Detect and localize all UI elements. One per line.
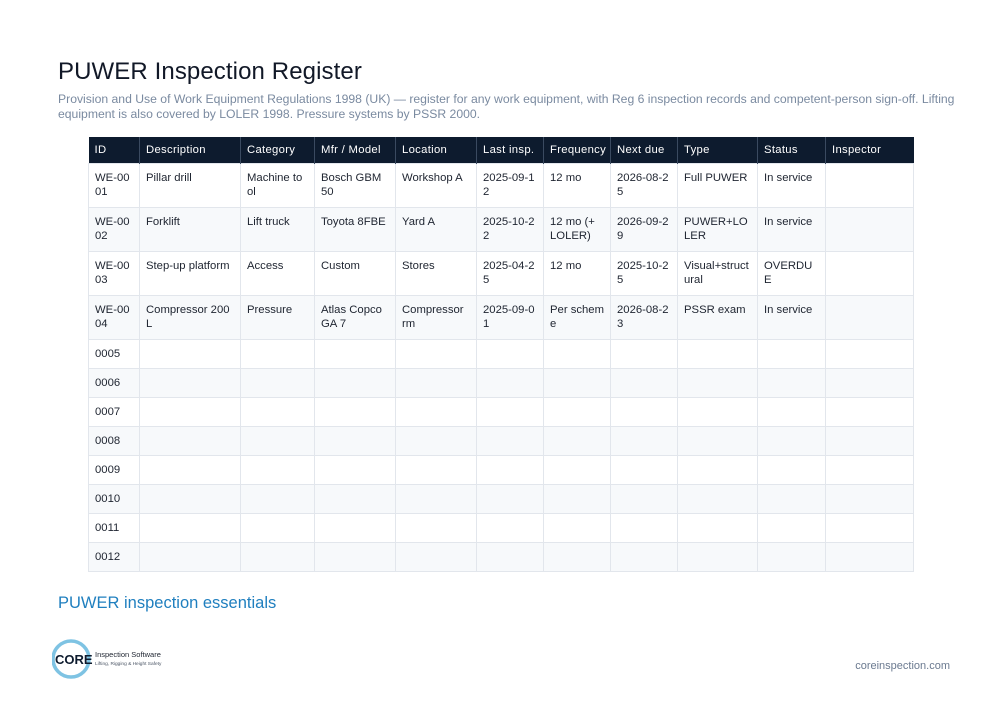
cell-description: Step-up platform	[140, 252, 241, 296]
cell-last-inspection	[477, 485, 544, 514]
cell-type	[678, 369, 758, 398]
cell-location	[396, 456, 477, 485]
page-subtitle: Provision and Use of Work Equipment Regulations 1998 (UK) — register for any work equipment, with Reg 6 inspection records and competent-person sign-off. Lifting equipment is also covered by LOLER 1998. Pressure systems by PSSR 2000.	[58, 92, 955, 121]
column-header-type: Type	[678, 137, 758, 164]
cell-mfr-model	[315, 427, 396, 456]
cell-id: WE-0001	[89, 164, 140, 208]
cell-next-due: 2025-10-25	[611, 252, 678, 296]
cell-id: 0006	[89, 369, 140, 398]
table-row	[89, 164, 914, 208]
cell-location: Compressor rm	[396, 296, 477, 340]
cell-location	[396, 427, 477, 456]
cell-mfr-model: Bosch GBM 50	[315, 164, 396, 208]
cell-mfr-model: Custom	[315, 252, 396, 296]
cell-inspector	[826, 340, 914, 369]
cell-id: 0007	[89, 398, 140, 427]
cell-last-inspection: 2025-04-25	[477, 252, 544, 296]
cell-type	[678, 543, 758, 572]
column-header-description: Description	[140, 137, 241, 164]
cell-type	[678, 398, 758, 427]
cell-location	[396, 543, 477, 572]
cell-location: Yard A	[396, 208, 477, 252]
cell-status	[758, 369, 826, 398]
cell-last-inspection	[477, 456, 544, 485]
cell-id: 0009	[89, 456, 140, 485]
cell-type: Full PUWER	[678, 164, 758, 208]
cell-category	[241, 485, 315, 514]
cell-status	[758, 340, 826, 369]
inspection-register-table	[88, 137, 914, 572]
cell-id: WE-0004	[89, 296, 140, 340]
column-header-location: Location	[396, 137, 477, 164]
cell-inspector	[826, 296, 914, 340]
table-row	[89, 543, 914, 572]
cell-description	[140, 543, 241, 572]
cell-category: Access	[241, 252, 315, 296]
cell-category: Pressure	[241, 296, 315, 340]
cell-last-inspection	[477, 543, 544, 572]
cell-description	[140, 456, 241, 485]
cell-location	[396, 340, 477, 369]
cell-description: Pillar drill	[140, 164, 241, 208]
cell-location	[396, 398, 477, 427]
cell-mfr-model	[315, 398, 396, 427]
column-header-last-inspection: Last insp.	[477, 137, 544, 164]
cell-category: Lift truck	[241, 208, 315, 252]
cell-id: 0011	[89, 514, 140, 543]
cell-inspector	[826, 485, 914, 514]
cell-id: WE-0003	[89, 252, 140, 296]
cell-category	[241, 340, 315, 369]
cell-frequency: 12 mo (+ LOLER)	[544, 208, 611, 252]
footer-url[interactable]: coreinspection.com	[855, 660, 950, 672]
cell-category	[241, 543, 315, 572]
cell-frequency	[544, 543, 611, 572]
cell-inspector	[826, 456, 914, 485]
cell-frequency	[544, 456, 611, 485]
cell-type	[678, 340, 758, 369]
cell-description	[140, 485, 241, 514]
table-row	[89, 514, 914, 543]
cell-frequency	[544, 514, 611, 543]
cell-inspector	[826, 369, 914, 398]
cell-next-due: 2026-08-25	[611, 164, 678, 208]
cell-mfr-model: Toyota 8FBE	[315, 208, 396, 252]
section-heading: PUWER inspection essentials	[58, 594, 277, 612]
cell-status	[758, 427, 826, 456]
cell-id: 0008	[89, 427, 140, 456]
cell-type: Visual+structural	[678, 252, 758, 296]
cell-status	[758, 485, 826, 514]
cell-inspector	[826, 543, 914, 572]
column-header-mfr-model: Mfr / Model	[315, 137, 396, 164]
cell-category	[241, 369, 315, 398]
table-row	[89, 369, 914, 398]
column-header-id: ID	[89, 137, 140, 164]
cell-inspector	[826, 398, 914, 427]
cell-last-inspection: 2025-10-22	[477, 208, 544, 252]
cell-next-due: 2026-09-29	[611, 208, 678, 252]
cell-status: In service	[758, 296, 826, 340]
core-logo	[52, 637, 182, 681]
cell-next-due	[611, 485, 678, 514]
cell-mfr-model	[315, 485, 396, 514]
cell-description	[140, 427, 241, 456]
cell-mfr-model	[315, 340, 396, 369]
cell-status: OVERDUE	[758, 252, 826, 296]
cell-last-inspection: 2025-09-01	[477, 296, 544, 340]
cell-type	[678, 514, 758, 543]
cell-last-inspection	[477, 340, 544, 369]
column-header-status: Status	[758, 137, 826, 164]
table-row	[89, 296, 914, 340]
cell-last-inspection: 2025-09-12	[477, 164, 544, 208]
cell-next-due	[611, 369, 678, 398]
table-body	[89, 164, 914, 572]
cell-location	[396, 514, 477, 543]
cell-category: Machine tool	[241, 164, 315, 208]
cell-frequency: 12 mo	[544, 252, 611, 296]
cell-type	[678, 456, 758, 485]
table-header-row	[89, 137, 914, 164]
cell-next-due	[611, 456, 678, 485]
cell-status	[758, 456, 826, 485]
table-row	[89, 252, 914, 296]
logo-subtagline: Lifting, Rigging & Height Safety	[95, 662, 162, 667]
cell-status	[758, 398, 826, 427]
cell-frequency	[544, 369, 611, 398]
cell-inspector	[826, 164, 914, 208]
cell-id: 0005	[89, 340, 140, 369]
cell-status: In service	[758, 208, 826, 252]
cell-last-inspection	[477, 427, 544, 456]
cell-type: PSSR exam	[678, 296, 758, 340]
cell-location	[396, 369, 477, 398]
cell-description	[140, 514, 241, 543]
table-row	[89, 398, 914, 427]
cell-frequency	[544, 398, 611, 427]
cell-description: Compressor 200L	[140, 296, 241, 340]
cell-next-due: 2026-08-23	[611, 296, 678, 340]
cell-mfr-model	[315, 543, 396, 572]
cell-last-inspection	[477, 514, 544, 543]
cell-status	[758, 543, 826, 572]
column-header-next-due: Next due	[611, 137, 678, 164]
cell-last-inspection	[477, 398, 544, 427]
table-row	[89, 456, 914, 485]
column-header-inspector: Inspector	[826, 137, 914, 164]
table-row	[89, 485, 914, 514]
cell-status: In service	[758, 164, 826, 208]
column-header-frequency: Frequency	[544, 137, 611, 164]
cell-category	[241, 398, 315, 427]
cell-mfr-model	[315, 514, 396, 543]
cell-id: 0012	[89, 543, 140, 572]
cell-category	[241, 456, 315, 485]
cell-type	[678, 427, 758, 456]
cell-frequency: Per scheme	[544, 296, 611, 340]
cell-next-due	[611, 398, 678, 427]
cell-inspector	[826, 208, 914, 252]
cell-inspector	[826, 252, 914, 296]
column-header-category: Category	[241, 137, 315, 164]
cell-description	[140, 369, 241, 398]
cell-next-due	[611, 514, 678, 543]
cell-description	[140, 398, 241, 427]
cell-last-inspection	[477, 369, 544, 398]
table-row	[89, 208, 914, 252]
cell-inspector	[826, 427, 914, 456]
table-row	[89, 427, 914, 456]
cell-location: Stores	[396, 252, 477, 296]
cell-next-due	[611, 427, 678, 456]
cell-status	[758, 514, 826, 543]
cell-frequency	[544, 427, 611, 456]
cell-id: WE-0002	[89, 208, 140, 252]
cell-next-due	[611, 543, 678, 572]
logo-tagline: Inspection Software	[95, 650, 161, 659]
cell-category	[241, 427, 315, 456]
cell-type	[678, 485, 758, 514]
cell-mfr-model	[315, 456, 396, 485]
cell-mfr-model	[315, 369, 396, 398]
table-row	[89, 340, 914, 369]
cell-type: PUWER+LOLER	[678, 208, 758, 252]
cell-frequency: 12 mo	[544, 164, 611, 208]
cell-next-due	[611, 340, 678, 369]
page-title: PUWER Inspection Register	[58, 58, 362, 85]
logo-wordmark: CORE	[55, 652, 93, 667]
cell-frequency	[544, 485, 611, 514]
cell-category	[241, 514, 315, 543]
cell-description: Forklift	[140, 208, 241, 252]
cell-id: 0010	[89, 485, 140, 514]
cell-description	[140, 340, 241, 369]
cell-mfr-model: Atlas Copco GA 7	[315, 296, 396, 340]
cell-inspector	[826, 514, 914, 543]
cell-location: Workshop A	[396, 164, 477, 208]
cell-location	[396, 485, 477, 514]
cell-frequency	[544, 340, 611, 369]
